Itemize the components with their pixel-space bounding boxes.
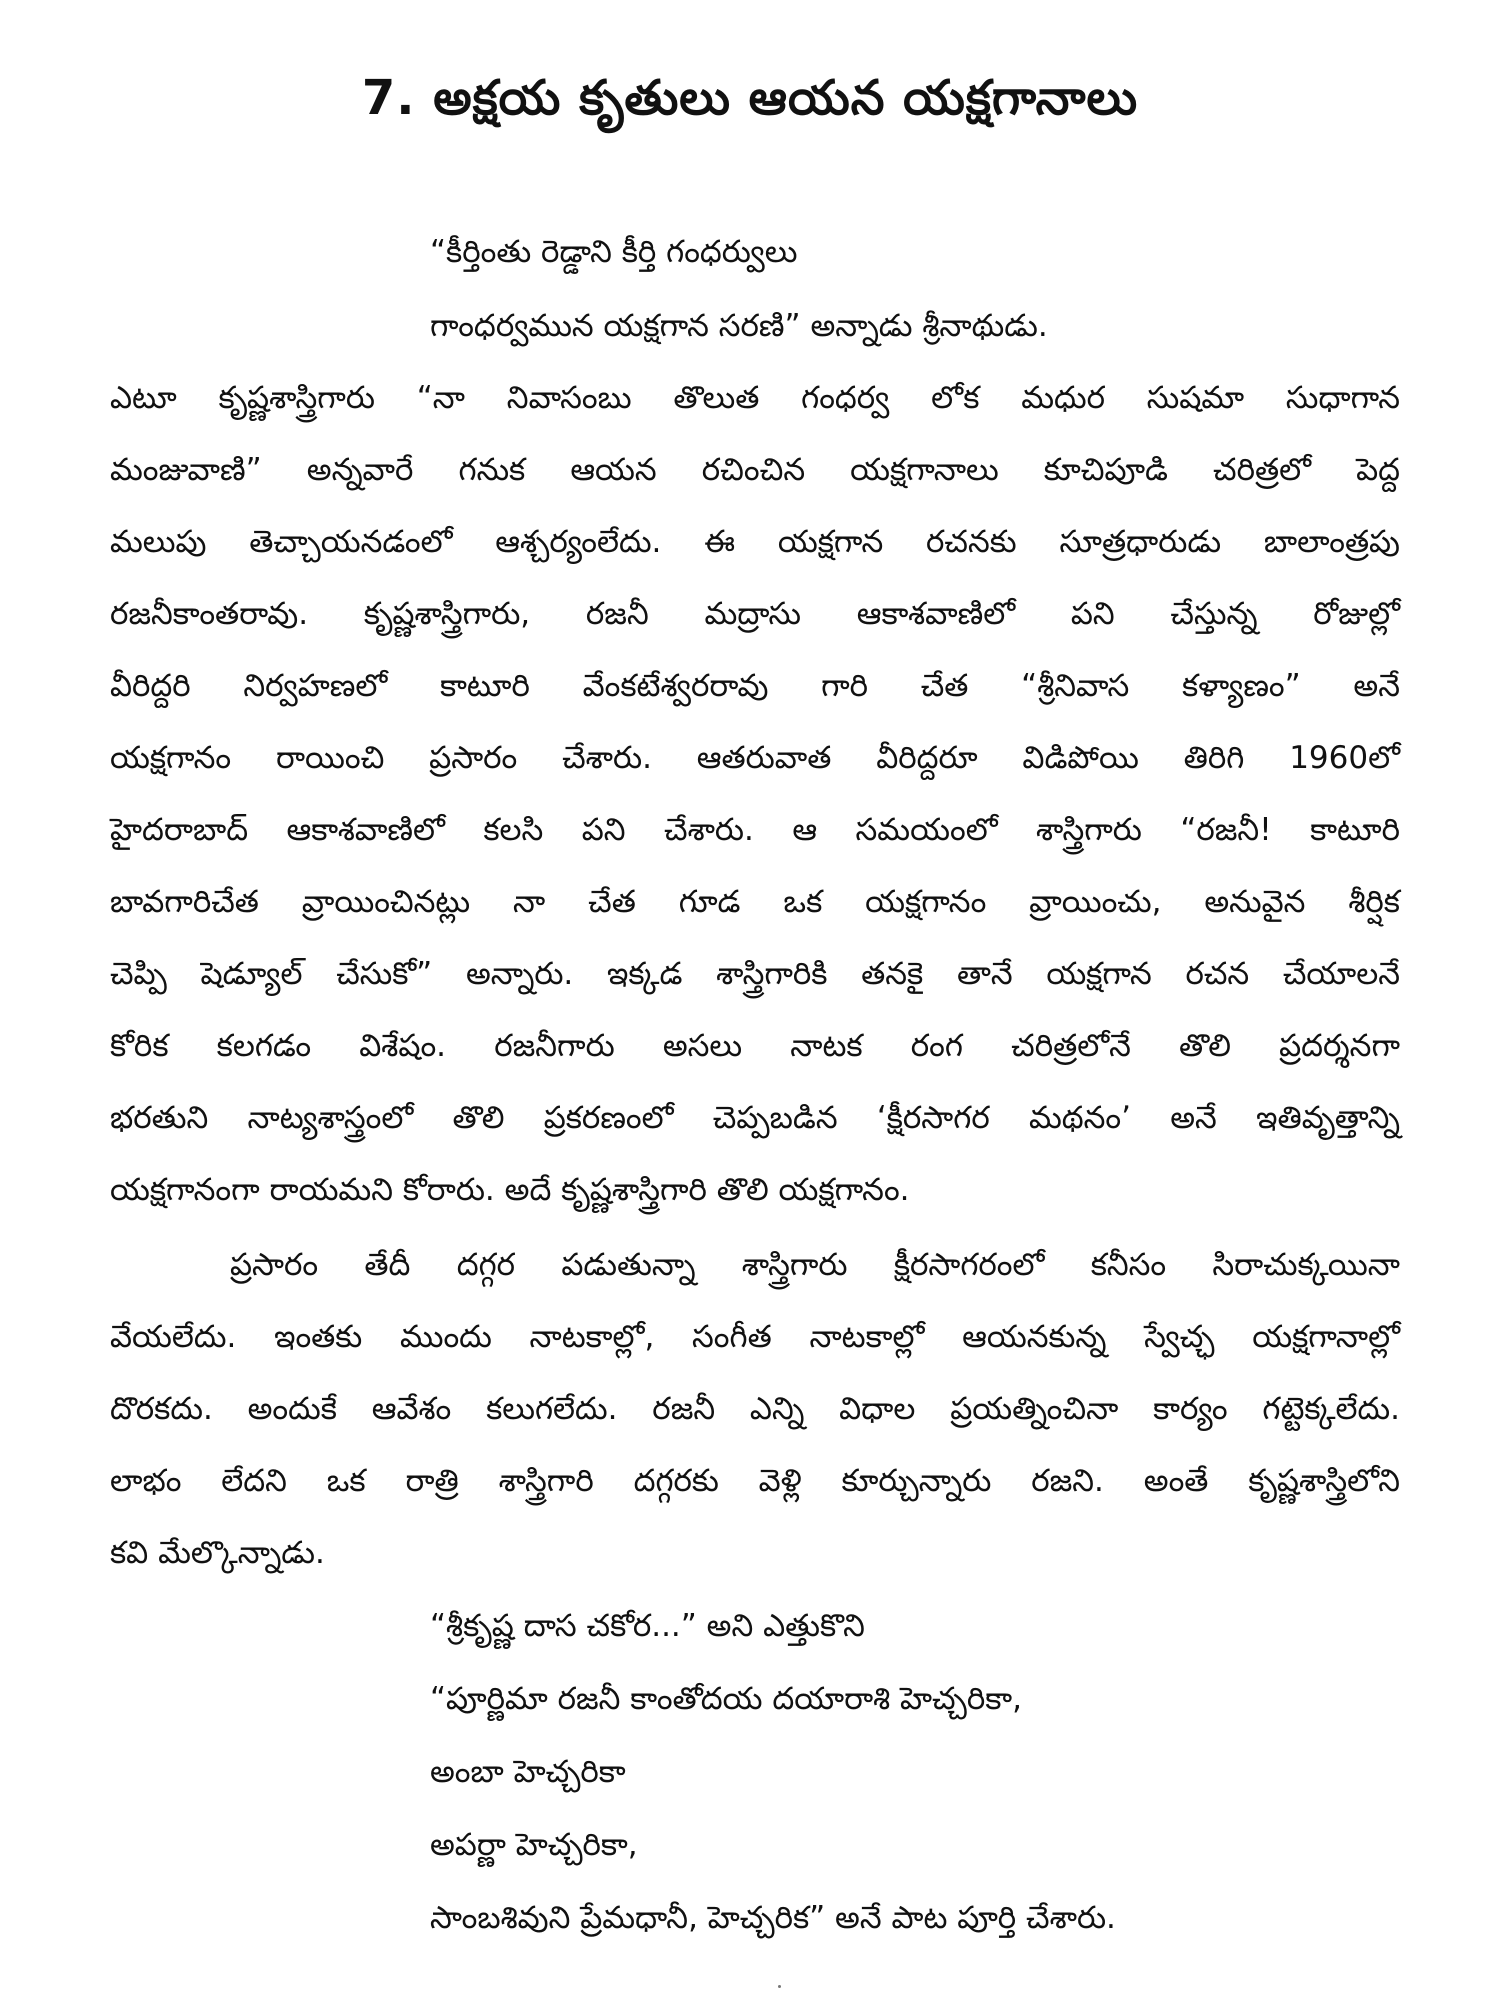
body-line: మలుపు తెచ్చాయనడంలో ఆశ్చర్యంలేదు. ఈ యక్షగాన రచనకు సూత్రధారుడు బాలాంత్రపు: [110, 524, 1400, 560]
body-line: దొరకదు. అందుకే ఆవేశం కలుగలేదు. రజనీ ఎన్ని విధాల ప్రయత్నించినా కార్యం గట్టెక్కలేదు.: [110, 1391, 1400, 1427]
body-line: వేయలేదు. ఇంతకు ముందు నాటకాల్లో, సంగీత నాటకాల్లో ఆయనకున్న స్వేచ్ఛ యక్షగానాల్లో: [110, 1319, 1400, 1355]
scan-speck: [778, 1985, 781, 1988]
verse-line: అంబా హెచ్చరికా: [430, 1754, 626, 1790]
body-line: వీరిద్దరి నిర్వహణలో కాటూరి వేంకటేశ్వరరావు గారి చేత “శ్రీనివాస కళ్యాణం” అనే: [110, 668, 1400, 704]
body-line: రజనీకాంతరావు. కృష్ణశాస్త్రిగారు, రజనీ మద్రాసు ఆకాశవాణిలో పని చేస్తున్న రోజుల్లో: [110, 596, 1400, 632]
body-line: లాభం లేదని ఒక రాత్రి శాస్త్రిగారి దగ్గరకు వెళ్లి కూర్చున్నారు రజని. అంతే కృష్ణశాస్త్రిలోని: [110, 1463, 1400, 1499]
body-line: కోరిక కలగడం విశేషం. రజనీగారు అసలు నాటక రంగ చరిత్రలోనే తొలి ప్రదర్శనగా: [110, 1028, 1400, 1064]
body-line: కవి మేల్కొన్నాడు.: [110, 1535, 325, 1571]
verse-line: అపర్ణా హెచ్చరికా,: [430, 1827, 638, 1863]
body-line: భరతుని నాట్యశాస్త్రంలో తొలి ప్రకరణంలో చెప్పబడిన ‘క్షీరసాగర మథనం’ అనే ఇతివృత్తాన్ని: [110, 1100, 1400, 1136]
body-line: యక్షగానం రాయించి ప్రసారం చేశారు. ఆతరువాత వీరిద్దరూ విడిపోయి తిరిగి 1960లో: [110, 740, 1400, 776]
body-line: ప్రసారం తేదీ దగ్గర పడుతున్నా శాస్త్రిగారు క్షీరసాగరంలో కనీసం సిరాచుక్కయినా: [230, 1247, 1400, 1283]
quote-line: “కీర్తింతు రెడ్డాని కీర్తి గంధర్వులు: [430, 234, 798, 270]
verse-line: “శ్రీకృష్ణ దాస చకోర...” అని ఎత్తుకొని: [430, 1608, 865, 1644]
body-line: హైదరాబాద్ ఆకాశవాణిలో కలసి పని చేశారు. ఆ సమయంలో శాస్త్రిగారు “రజనీ! కాటూరి: [110, 812, 1400, 848]
chapter-title: 7. అక్షయ కృతులు ఆయన యక్షగానాలు: [361, 70, 1139, 126]
verse-line: “పూర్ణిమా రజనీ కాంతోదయ దయారాశి హెచ్చరికా,: [430, 1681, 1022, 1717]
body-line: చెప్పి షెడ్యూల్ చేసుకో” అన్నారు. ఇక్కడ శాస్త్రిగారికి తనకై తానే యక్షగాన రచన చేయాలనే: [110, 956, 1400, 992]
body-line: యక్షగానంగా రాయమని కోరారు. అదే కృష్ణశాస్త్రిగారి తొలి యక్షగానం.: [110, 1172, 910, 1208]
body-line: బావగారిచేత వ్రాయించినట్లు నా చేత గూడ ఒక యక్షగానం వ్రాయించు, అనువైన శీర్షిక: [110, 884, 1400, 920]
body-line: మంజువాణి” అన్నవారే గనుక ఆయన రచించిన యక్షగానాలు కూచిపూడి చరిత్రలో పెద్ద: [110, 452, 1400, 488]
verse-line: సాంబశివుని ప్రేమధానీ, హెచ్చరిక” అనే పాట పూర్తి చేశారు.: [430, 1900, 1116, 1936]
quote-line: గాంధర్వమున యక్షగాన సరణి” అన్నాడు శ్రీనాథుడు.: [430, 308, 1048, 344]
body-line: ఎటూ కృష్ణశాస్త్రిగారు “నా నివాసంబు తొలుత గంధర్వ లోక మధుర సుషమా సుధాగాన: [110, 380, 1400, 416]
